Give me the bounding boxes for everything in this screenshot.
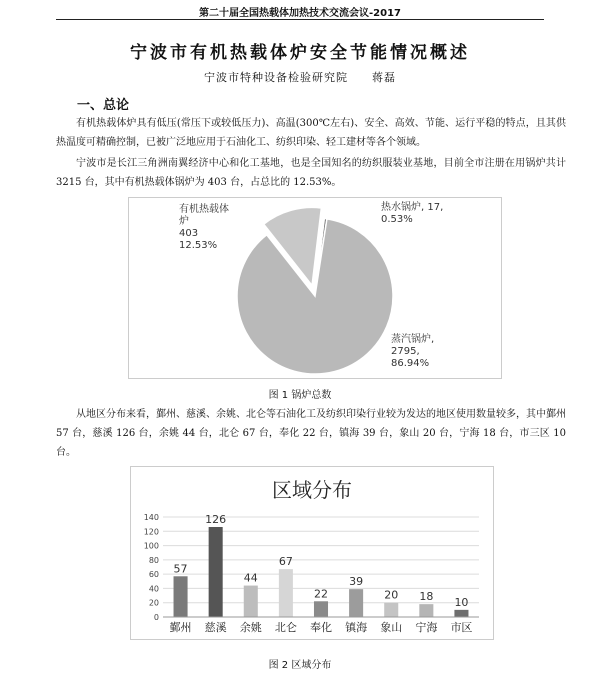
x-category-label: 宁海 — [415, 621, 438, 634]
y-tick-label: 0 — [153, 613, 159, 622]
running-header: 第二十届全国热载体加热技术交流会议-2017 — [199, 8, 401, 19]
pie-label-thermal-oil: 有机热载体炉 403 12.53% — [179, 204, 229, 251]
bar-象山 — [384, 603, 398, 617]
bar-余姚 — [244, 586, 258, 617]
figure-1-caption: 图 1 锅炉总数 — [268, 390, 332, 401]
bar-value-label: 44 — [243, 571, 258, 585]
affiliation: 宁波市特种设备检验研究院 — [204, 71, 348, 84]
bar-鄞州 — [174, 576, 188, 617]
bar-value-label: 39 — [349, 575, 364, 589]
bar-chart-figure — [130, 466, 494, 640]
bar-chart — [131, 467, 493, 639]
paragraph-3: 从地区分布来看，鄞州、慈溪、余姚、北仑等石油化工及纺织印染行业较为发达的地区使用数量较多，其中鄞州 57 台，慈溪 126 台，余姚 44 台，北仑 67 台，奉化 22 台，镇海 39 台，象山 20 台，宁海 18 台，市三区 10 台。 — [56, 409, 566, 458]
bar-value-label: 22 — [314, 587, 328, 601]
x-category-label: 象山 — [380, 621, 403, 634]
paragraph-2: 宁波市是长江三角洲南翼经济中心和化工基地，也是全国知名的纺织服装业基地，目前全市注册在用锅炉共计 3215 台，其中有机热载体锅炉为 403 台，占总比的 12.53%。 — [56, 158, 566, 188]
bar-value-label: 67 — [278, 555, 293, 569]
section-heading: 一、总论 — [77, 98, 130, 113]
x-category-label: 市区 — [450, 621, 473, 634]
y-tick-label: 20 — [148, 598, 159, 608]
paper-title: 宁波市有机热载体炉安全节能情况概述 — [130, 43, 470, 63]
figure-2-caption: 图 2 区域分布 — [268, 660, 332, 671]
author-line — [56, 69, 544, 85]
bar-value-label: 18 — [419, 590, 434, 604]
author-name: 蒋磊 — [372, 71, 396, 84]
x-category-label: 北仑 — [274, 621, 297, 634]
pie-chart — [129, 198, 501, 378]
x-category-label: 镇海 — [345, 621, 368, 634]
bar-镇海 — [349, 589, 363, 617]
x-category-label: 鄞州 — [169, 621, 192, 634]
bar-value-label: 126 — [205, 513, 227, 526]
y-tick-label: 80 — [148, 555, 159, 565]
pie-chart-figure — [128, 197, 502, 379]
bar-奉化 — [314, 601, 328, 617]
bar-北仑 — [279, 569, 293, 617]
x-category-label: 慈溪 — [204, 621, 227, 634]
y-tick-label: 60 — [148, 570, 159, 580]
bar-value-label: 10 — [454, 595, 469, 609]
y-tick-label: 140 — [143, 513, 159, 522]
y-tick-label: 100 — [143, 541, 159, 551]
y-tick-label: 40 — [148, 584, 159, 594]
bar-宁海 — [419, 604, 433, 617]
bar-chart-title: 区域分布 — [272, 478, 352, 502]
bar-市区 — [454, 610, 468, 617]
pie-label-steam: 蒸汽锅炉, 2795, 86.94% — [391, 334, 435, 369]
x-category-label: 奉化 — [310, 621, 332, 634]
paragraph-1: 有机热载体炉具有低压(常压下或较低压力)、高温(300℃左右)、安全、高效、节能、运行平稳的特点，且其供热温度可精确控制，已被广泛地应用于石油化工、纺织印染、轻工建材等各个领域。 — [56, 118, 566, 148]
bar-慈溪 — [209, 527, 223, 617]
bar-value-label: 20 — [384, 588, 399, 602]
pie-label-hot-water: 热水锅炉, 17, 0.53% — [381, 202, 444, 225]
header-rule — [56, 19, 544, 20]
x-category-label: 余姚 — [239, 621, 262, 634]
y-tick-label: 120 — [143, 527, 159, 537]
bar-value-label: 57 — [173, 562, 188, 576]
